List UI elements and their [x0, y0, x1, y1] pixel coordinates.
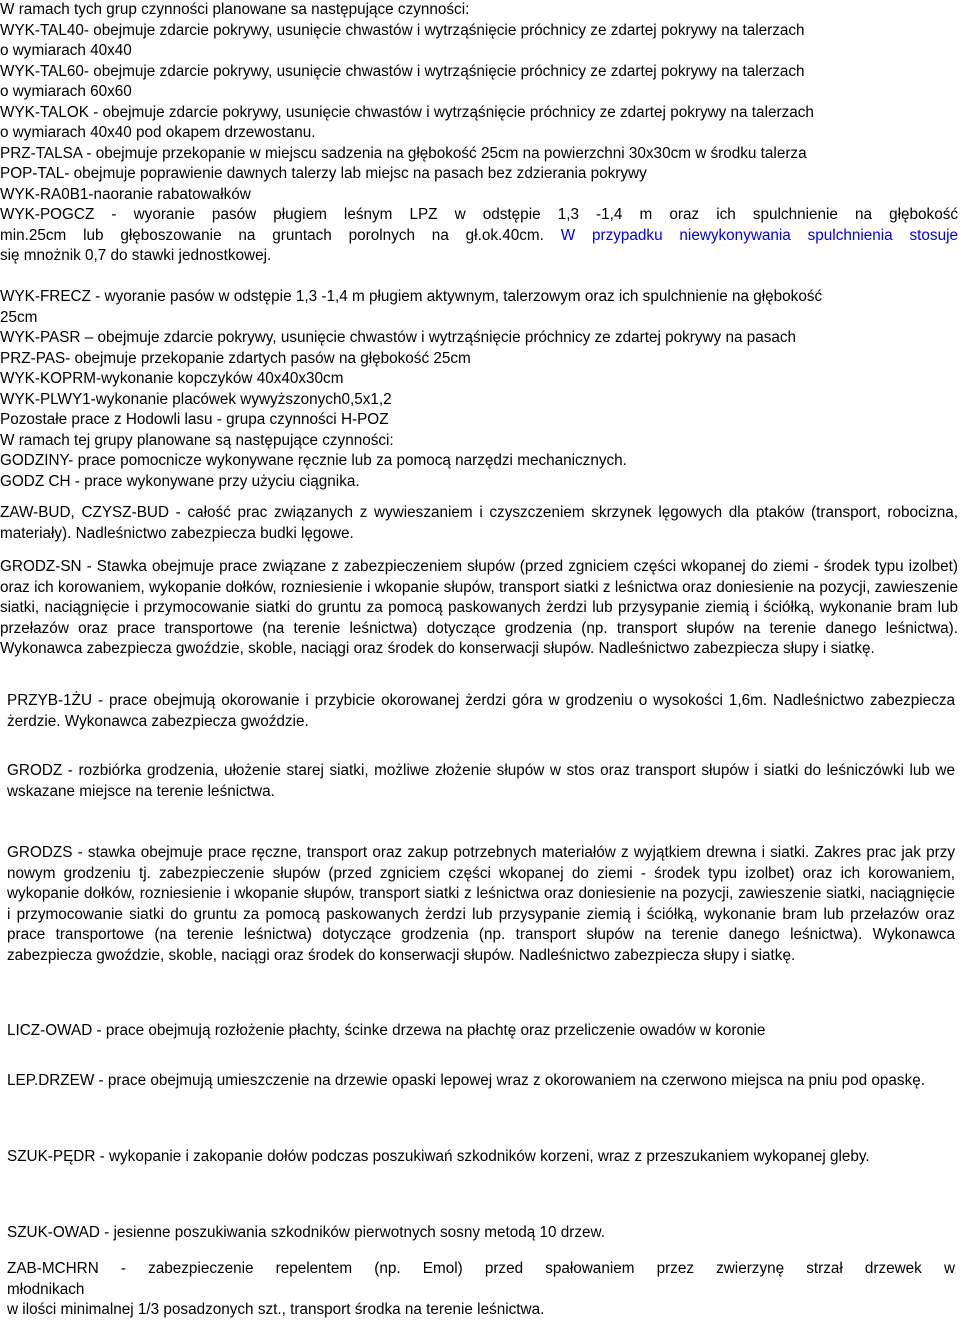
- text-line: Pozostałe prace z Hodowli lasu - grupa czynności H-POZ: [0, 411, 389, 428]
- text-line: WYK-TAL60- obejmuje zdarcie pokrywy, usunięcie chwastów i wytrząśnięcie próchnicy ze zdartej pokrywy na talerzach: [0, 62, 805, 80]
- text-line: o wymiarach 40x40: [0, 42, 132, 59]
- zab-mchrn-paragraph: [7, 1259, 955, 1321]
- pogcz-text: min.25cm lub głęboszowanie na gruntach porolnych na gł.ok.40cm.: [0, 226, 544, 244]
- zaw-bud-paragraph: ZAW-BUD, CZYSZ-BUD - całość prac związanych z wywieszaniem i czyszczeniem skrzynek lęgowych dla ptaków (transport, robocizna, materiały). Nadleśnictwo zabezpiecza budki lęgowe.: [0, 504, 958, 542]
- text-line: WYK-PLWY1-wykonanie placówek wywyższonych0,5x1,2: [0, 390, 392, 408]
- przyb-paragraph: PRZYB-1ŻU - prace obejmują okorowanie i przybicie okorowanej żerdzi góra w grodzeniu o wysokości 1,6m. Nadleśnictwo zabezpiecza żerdzie. Wykonawca zabezpiecza gwoździe.: [7, 692, 955, 730]
- text-line: PRZ-PAS- obejmuje przekopanie zdartych pasów na głębokość 25cm: [0, 349, 471, 367]
- pogcz-line-2: [0, 226, 958, 247]
- text-line: WYK-RA0B1-naoranie rabatowałków: [0, 185, 251, 203]
- lep-drzew-paragraph: LEP.DRZEW - prace obejmują umieszczenie na drzewie opaski lepowej wraz z okorowaniem na czerwono miejsca na pniu pod opaskę.: [7, 1072, 925, 1089]
- section-pasy-i-pozostale: [0, 287, 958, 492]
- pogcz-note: W przypadku niewykonywania spulchnienia stosuje: [543, 226, 958, 244]
- text-line: GODZ CH - prace wykonywane przy użyciu ciągnika.: [0, 472, 360, 490]
- zab-line-1: ZAB-MCHRN - zabezpieczenie repelentem (np. Emol) przed spałowaniem przez zwierzynę strzał drzewek w: [7, 1260, 955, 1277]
- text-line: WYK-KOPRM-wykonanie kopczyków 40x40x30cm: [0, 370, 344, 387]
- section-hodowla-talerze: [0, 0, 958, 267]
- grodzs-paragraph: GRODZS - stawka obejmuje prace ręczne, transport oraz zakup potrzebnych materiałów z wyjątkiem drewna i siatki. Zakres prac jak przy nowym grodzeniu tj. zabezpieczenie słupów (przed zgniciem części wkopanej do ziemi - środek typu izolbet) oraz ich korowaniem, wykopanie dołków, rozniesienie i wkopanie słupów, transport siatki z leśnictwa oraz doniesienie na pozycji, zawieszenie siatki, naciągnięcie i przymocowanie siatki do gruntu za pomocą paskowanych żerdzi lub przysypanie ziemią i ściółką, wykonanie bram lub przełazów oraz prace transportowe (na terenie leśnictwa) dotyczące grodzenia (np. transport słupów na terenie danego leśnictwa). Wykonawca zabezpiecza gwoździe, skoble, naciągi oraz środek do konserwacji słupów. Nadleśnictwo zabezpiecza słupy i siatkę.: [7, 844, 955, 964]
- licz-owad-paragraph: LICZ-OWAD - prace obejmują rozłożenie płachty, ścinke drzewa na płachtę oraz przeliczenie owadów w koronie: [7, 1022, 766, 1039]
- text-line: WYK-FRECZ - wyoranie pasów w odstępie 1,3 -1,4 m pługiem aktywnym, talerzowym oraz ich spulchnienie na głębokość: [0, 288, 823, 305]
- text-line: WYK-TAL40- obejmuje zdarcie pokrywy, usunięcie chwastów i wytrząśnięcie próchnicy ze zdartej pokrywy na talerzach: [0, 21, 805, 39]
- grodz-sn-paragraph: GRODZ-SN - Stawka obejmuje prace związane z zabezpieczeniem słupów (przed zgniciem części wkopanej do ziemi - środek typu izolbet) oraz ich korowaniem, wykopanie dołków, rozniesienie i wkopanie słupów, transport siatki z leśnictwa oraz doniesienie na pozycji, zawieszenie siatki, naciągnięcie i przymocowanie siatki do gruntu za pomocą paskowanych żerdzi lub przysypanie ziemią i ściółką, wykonanie bram lub przełazów oraz prace transportowe (na terenie leśnictwa) dotyczące grodzenia (np. transport słupów na terenie danego leśnictwa). Wykonawca zabezpiecza gwoździe, skoble, naciągi oraz środek do konserwacji słupów. Nadleśnictwo zabezpiecza słupy i siatkę.: [0, 558, 958, 657]
- text-line: 25cm: [0, 308, 38, 326]
- text-line: POP-TAL- obejmuje poprawienie dawnych talerzy lab miejsc na pasach bez zdzierania pokrywy: [0, 165, 647, 182]
- text-line: W ramach tej grupy planowane są następujące czynności:: [0, 431, 394, 449]
- text-line: WYK-TALOK - obejmuje zdarcie pokrywy, usunięcie chwastów i wytrząśnięcie próchnicy ze zdartej pokrywy na talerzach: [0, 103, 814, 121]
- text-line: WYK-PASR – obejmuje zdarcie pokrywy, usunięcie chwastów i wytrząśnięcie próchnicy ze zdartej pokrywy na pasach: [0, 329, 797, 346]
- text-line: o wymiarach 60x60: [0, 83, 132, 100]
- text-line: W ramach tych grup czynności planowane sa następujące czynności:: [0, 1, 470, 18]
- szuk-pedr-paragraph: SZUK-PĘDR - wykopanie i zakopanie dołów podczas poszukiwań szkodników korzeni, wraz z przeszukaniem wykopanej gleby.: [7, 1148, 870, 1165]
- text-line: PRZ-TALSA - obejmuje przekopanie w miejscu sadzenia na głębokość 25cm na powierzchni 30x30cm w środku talerza: [0, 144, 807, 162]
- pogcz-line-3: się mnożnik 0,7 do stawki jednostkowej.: [0, 247, 272, 264]
- text-line: o wymiarach 40x40 pod okapem drzewostanu.: [0, 124, 316, 141]
- text-line: GODZINY- prace pomocnicze wykonywane ręcznie lub za pomocą narzędzi mechanicznych.: [0, 452, 627, 469]
- pogcz-line-1: WYK-POGCZ - wyoranie pasów pługiem leśnym LPZ w odstępie 1,3 -1,4 m oraz ich spulchnienie na głębokość: [0, 206, 958, 223]
- zab-line-3: w ilości minimalnej 1/3 posadzonych szt., transport środka na terenie leśnictwa.: [7, 1301, 545, 1318]
- grodz-paragraph: GRODZ - rozbiórka grodzenia, ułożenie starej siatki, możliwe złożenie słupów w stos oraz transport słupów i siatki do leśniczówki lub we wskazane miejsce na terenie leśnictwa.: [7, 762, 955, 800]
- szuk-owad-paragraph: SZUK-OWAD - jesienne poszukiwania szkodników pierwotnych sosny metodą 10 drzew.: [7, 1224, 605, 1241]
- zab-line-2: młodnikach: [7, 1280, 85, 1298]
